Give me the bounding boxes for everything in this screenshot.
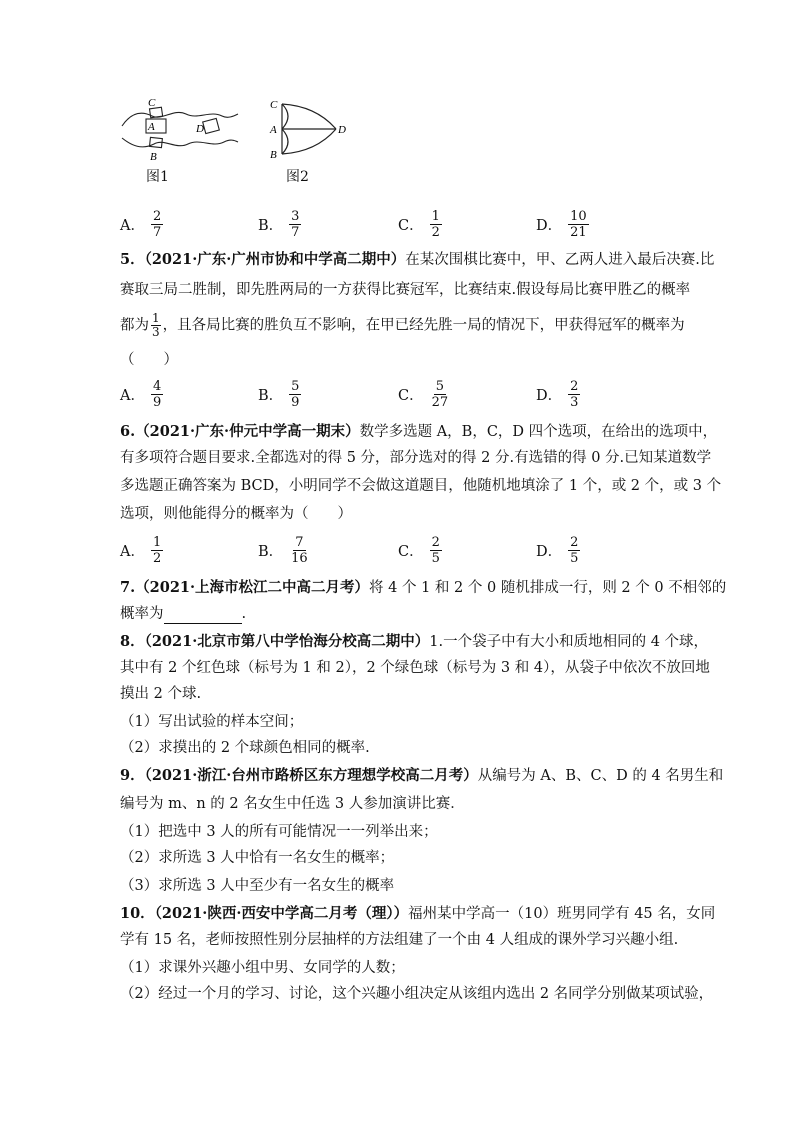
q8-line-2: 其中有 2 个红色球（标号为 1 和 2），2 个绿色球（标号为 3 和 4），从袋子中依次不放回地 (120, 660, 710, 676)
fig1-label-d: D (196, 123, 204, 135)
fraction: $\frac{1}{2}$ (431, 208, 440, 240)
q10-line-2: 学有 15 名，老师按照性别分层抽样的方法组建了一个由 4 人组成的课外学习兴趣小组. (120, 932, 679, 948)
q6-line-4: 选项，则他能得分的概率为（ ） (120, 506, 352, 522)
q8-line-1: 8．（2021·北京市第八中学怡海分校高二期中）1.一个袋子中有大小和质地相同的 4 个球， (120, 633, 709, 650)
edge-c-a-curve (282, 104, 288, 129)
q9-sub-1: （1）把选中 3 人的所有可能情况一一列举出来； (120, 824, 438, 840)
q6-line-2: 有多项符合题目要求.全都选对的得 5 分，部分选对的得 2 分.有选错的得 0 分.已知某道数学 (120, 450, 712, 466)
q10-line-1: 10．（2021·陕西·西安中学高二月考（理））福州某中学高一（10）班男同学有 45 名，女同 (120, 905, 716, 922)
river-bank-lower (122, 138, 238, 147)
q5-answer-paren: （ ） (120, 352, 178, 368)
fraction: $\frac{2}{7}$ (152, 208, 162, 240)
fraction: $\frac{10}{21}$ (570, 208, 587, 240)
q10-sub-2: （2）经过一个月的学习、讨论，这个兴趣小组决定从该组内选出 2 名同学分别做某项试验， (120, 986, 714, 1002)
q6-option-c[interactable]: C． $\frac{2}{5}$ (398, 534, 440, 566)
q9-sub-3: （3）求所选 3 人中至少有一名女生的概率 (120, 878, 395, 894)
q10-sub-1: （1）求课外兴趣小组中男、女同学的人数； (120, 960, 405, 976)
q5-option-d[interactable]: D． $\frac{2}{3}$ (536, 378, 579, 410)
q4-option-b[interactable]: B． $\frac{3}{7}$ (258, 208, 300, 240)
q6-option-d[interactable]: D． $\frac{2}{5}$ (536, 534, 579, 566)
q7-line-1: 7.（2021·上海市松江二中高二月考）将 4 个 1 和 2 个 0 随机排成一行，则 2 个 0 不相邻的 (120, 579, 727, 596)
fraction: $\frac{4}{9}$ (152, 378, 162, 410)
q6-line-3: 多选题正确答案为 BCD，小明同学不会做这道题目，他随机地填涂了 1 个，或 2 个，或 3 个 (120, 478, 722, 494)
fig1-label-a: A (148, 121, 155, 133)
fraction: $\frac{5}{27}$ (431, 378, 449, 410)
edge-c-d (282, 104, 336, 129)
bridge-d (203, 118, 220, 133)
q5-option-a[interactable]: A． $\frac{4}{9}$ (120, 378, 162, 410)
fraction: $\frac{2}{3}$ (570, 378, 579, 410)
q9-line-1: 9．（2021·浙江·台州市路桥区东方理想学校高二月考）从编号为 A、B、C、D 的 4 名男生和 (120, 767, 724, 784)
edge-b-d (282, 129, 336, 154)
fraction: $\frac{1}{2}$ (152, 534, 162, 566)
q6-options (120, 530, 680, 570)
q8-sub-1: （1）写出试验的样本空间； (120, 714, 304, 730)
q4-options (120, 204, 680, 244)
fig1-label-c: C (148, 97, 156, 109)
fraction: $\frac{5}{9}$ (291, 378, 300, 410)
answer-blank[interactable] (164, 609, 242, 624)
fraction: $\frac{1}{3}$ (152, 311, 160, 339)
q5-line-2: 赛取三局二胜制，即先胜两局的一方获得比赛冠军，比赛结束.假设每局比赛甲胜乙的概率 (120, 282, 691, 298)
q6-option-b[interactable]: B． $\frac{7}{16}$ (258, 534, 308, 566)
q4-option-a[interactable]: A． $\frac{2}{7}$ (120, 208, 162, 240)
fraction: $\frac{2}{5}$ (570, 534, 579, 566)
figure-1-caption: 图1 (146, 169, 169, 185)
figure-1-bridges-diagram (118, 94, 240, 162)
river-bank-upper (122, 112, 238, 126)
q5-line-3: 都为 $\frac{1}{3}$ ，且各局比赛的胜负互不影响，在甲已经先胜一局的情况下，甲获得冠军的概率为 (120, 311, 685, 339)
q8-sub-2: （2）求摸出的 2 个球颜色相同的概率. (120, 740, 370, 756)
fig2-label-d: D (338, 124, 346, 136)
q5-options (120, 374, 680, 414)
fraction: $\frac{2}{5}$ (431, 534, 440, 566)
q6-option-a[interactable]: A． $\frac{1}{2}$ (120, 534, 162, 566)
q8-line-3: 摸出 2 个球. (120, 686, 202, 702)
fig2-label-b: B (270, 149, 277, 161)
figure-2-graph-diagram (266, 94, 356, 162)
q5-option-c[interactable]: C． $\frac{5}{27}$ (398, 378, 449, 410)
q4-option-c[interactable]: C． $\frac{1}{2}$ (398, 208, 440, 240)
fig2-label-a: A (270, 124, 277, 136)
q4-option-d[interactable]: D． $\frac{10}{21}$ (536, 208, 587, 240)
q9-line-2: 编号为 m、n 的 2 名女生中任选 3 人参加演讲比赛． (120, 796, 465, 812)
q7-line-2: 概率为 . (120, 606, 247, 622)
q5-option-b[interactable]: B． $\frac{5}{9}$ (258, 378, 300, 410)
q6-line-1: 6.（2021·广东·仲元中学高一期末）数学多选题 A，B，C，D 四个选项，在给出的选项中， (120, 423, 718, 440)
fraction: $\frac{7}{16}$ (291, 534, 308, 566)
figure-2-caption: 图2 (286, 169, 309, 185)
q5-line-1: 5．（2021·广东·广州市协和中学高二期中）在某次围棋比赛中，甲、乙两人进入最后决赛.比 (120, 251, 715, 268)
q9-sub-2: （2）求所选 3 人中恰有一名女生的概率； (120, 850, 395, 866)
fig1-label-b: B (150, 151, 157, 162)
fraction: $\frac{3}{7}$ (291, 208, 300, 240)
edge-a-b-curve (282, 129, 288, 154)
fig2-label-c: C (270, 99, 278, 111)
